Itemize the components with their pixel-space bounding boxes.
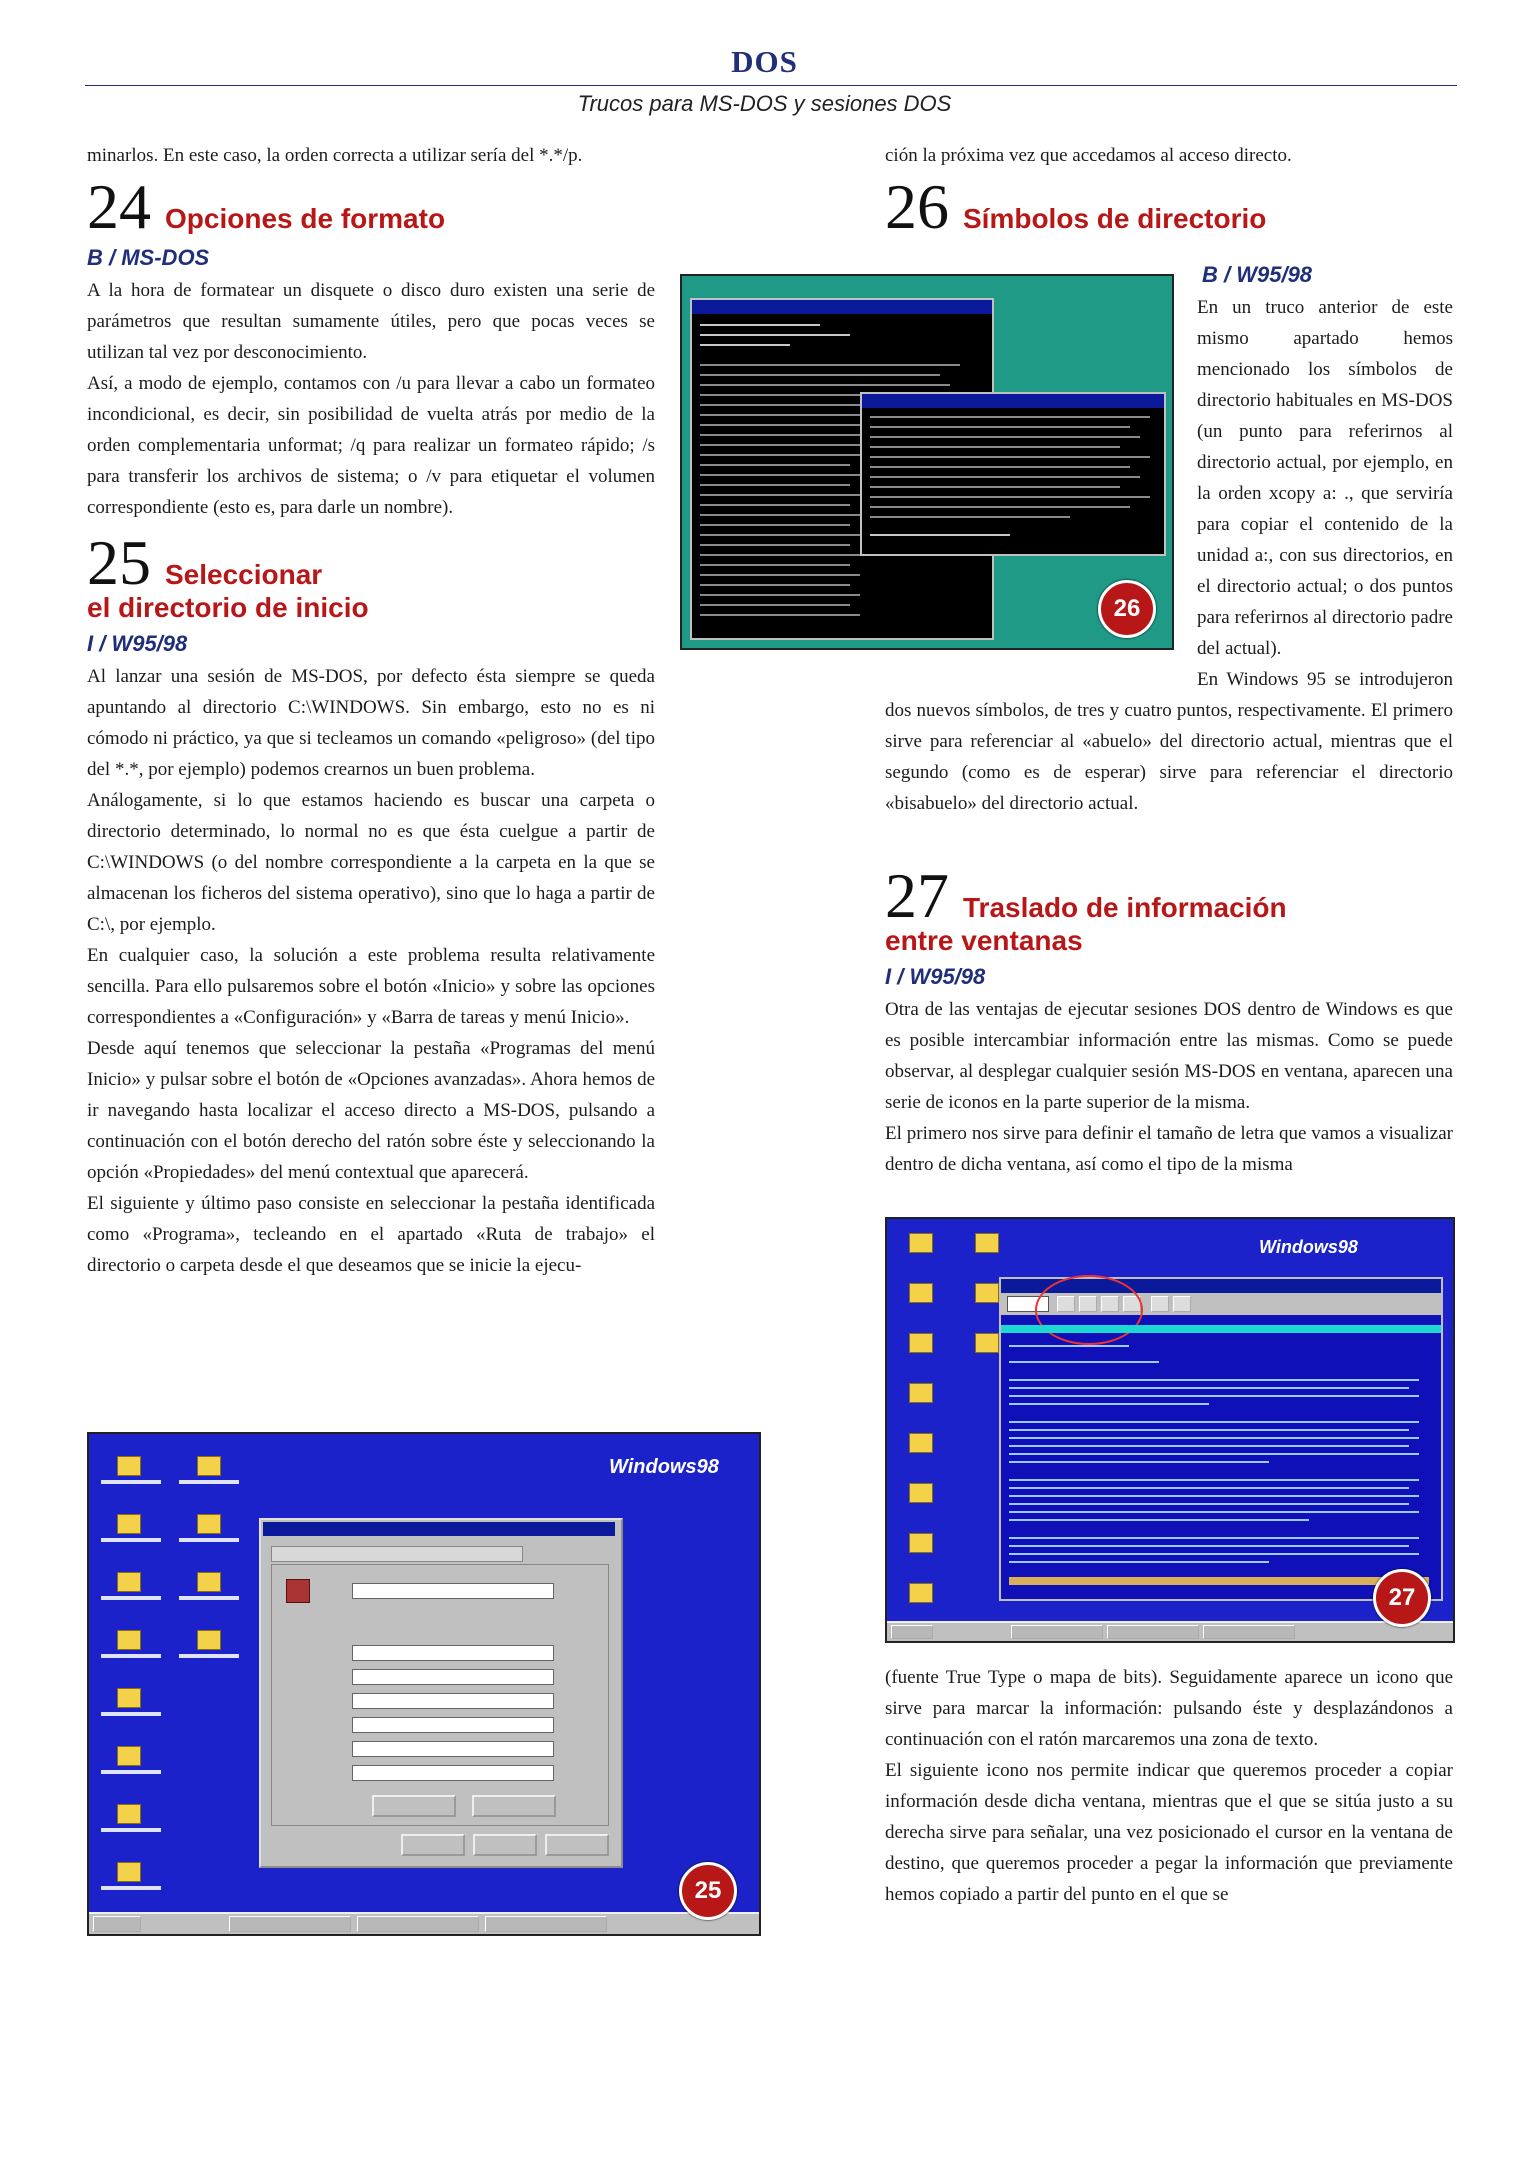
tip-26-number: 26 — [885, 171, 949, 242]
highlight-circle — [1035, 1275, 1143, 1345]
figure-25-badge: 25 — [679, 1862, 737, 1920]
tip-25-title-line2: el directorio de inicio — [87, 592, 369, 623]
tip-25-paragraph-2: Análogamente, si lo que estamos haciendo es buscar una carpeta o directorio determinado, lo normal no es que ésta cuelgue a partir de C:\WINDOWS (o del nombre correspondiente a la carpeta en la que se almacenan los ficheros del sistema operativo), sino que lo haga a partir de C:\, por ejemplo. — [87, 790, 655, 935]
section-subtitle: Trucos para MS-DOS y sesiones DOS — [577, 91, 952, 116]
tip-27-title-line1: Traslado de información — [963, 892, 1287, 923]
tip-24-heading — [87, 171, 655, 242]
tip-27-number: 27 — [885, 860, 949, 931]
taskbar — [887, 1621, 1453, 1641]
windows98-logo: Windows98 — [609, 1456, 719, 1478]
left-intro-paragraph: minarlos. En este caso, la orden correcta a utilizar sería del *.*/p. — [87, 145, 583, 166]
tip-26-paragraph-1: En un truco anterior de este mismo apartado hemos mencionado los símbolos de directorio habituales en MS-DOS (un punto para referirnos al directorio actual, por ejemplo, en la orden xcopy a: ., que serviría para copiar el contenido de la unidad a:, con sus directorios, en el directorio actual; o dos puntos para referirnos al directorio padre del actual). — [1197, 297, 1453, 659]
tip-27-continued — [885, 1662, 1453, 1910]
tip-24-title: Opciones de formato — [165, 203, 446, 234]
tip-27-paragraph-4: El siguiente icono nos permite indicar que queremos proceder a copiar información desde dicha ventana, mientras que el que se sitúa justo a su derecha sirve para señalar, una vez posicionado el cursor en la ventana de destino, que queremos proceder a pegar la información que previamente hemos copiado a partir del punto en el que se — [885, 1760, 1453, 1905]
tip-26-wrap-text-container — [885, 292, 1453, 819]
tip-27-heading — [885, 860, 1453, 931]
tip-24-number: 24 — [87, 171, 151, 242]
tip-25-paragraph-5: El siguiente y último paso consiste en seleccionar la pestaña identificada como «Programa», tecleando en el apartado «Ruta de trabajo» el directorio o carpeta desde el que deseamos que se inicie la ejecu- — [87, 1193, 655, 1276]
tip-25-paragraph-1: Al lanzar una sesión de MS-DOS, por defecto ésta siempre se queda apuntando al directorio C:\WINDOWS. Sin embargo, esto no es ni cómodo ni práctico, ya que si tecleamos un comando «peligroso» (del tipo del *.*, por ejemplo) podemos crearnos un buen problema. — [87, 666, 655, 780]
left-column — [87, 140, 655, 1281]
tip-27-level: I / W95/98 — [885, 964, 986, 989]
tip-27-section — [885, 860, 1453, 1180]
tip-26-title: Símbolos de directorio — [963, 203, 1267, 234]
figure-27-badge: 27 — [1373, 1569, 1431, 1627]
tip-25-level: I / W95/98 — [87, 631, 188, 656]
figure-27-screenshot — [885, 1217, 1455, 1643]
figure-25-screenshot — [87, 1432, 761, 1936]
properties-dialog — [259, 1518, 623, 1868]
tip-27-title-line2: entre ventanas — [885, 925, 1083, 956]
tip-27-paragraph-1: Otra de las ventajas de ejecutar sesiones DOS dentro de Windows es que es posible intercambiar información entre las mismas. Como se puede observar, al desplegar cualquier sesión MS-DOS en ventana, aparecen una serie de iconos en la parte superior de la misma. — [885, 999, 1453, 1113]
tip-25-heading — [87, 527, 655, 598]
tip-26-level: B / W95/98 — [1202, 262, 1313, 287]
tip-27-paragraph-3: (fuente True Type o mapa de bits). Seguidamente aparece un icono que sirve para marcar la información: pulsando éste y desplazándonos a continuación con el ratón marcaremos una zona de texto. — [885, 1667, 1453, 1750]
tip-25-paragraph-3: En cualquier caso, la solución a este problema resulta relativamente sencilla. Para ello pulsaremos sobre el botón «Inicio» y sobre las opciones correspondientes a «Configuración» y «Barra de tareas y menú Inicio». — [87, 945, 655, 1028]
right-intro-paragraph: ción la próxima vez que accedamos al acceso directo. — [885, 145, 1292, 166]
tip-26-paragraph-2: En Windows 95 se introdujeron dos nuevos símbolos, de tres y cuatro puntos, respectivamente. El primero sirve para referenciar al «abuelo» del directorio actual, mientras que el segundo (como es de esperar) sirve para referenciar el directorio «bisabuelo» del directorio actual. — [885, 669, 1453, 814]
windows98-logo: Windows98 — [1259, 1237, 1358, 1257]
tip-25-number: 25 — [87, 527, 151, 598]
dos-window — [999, 1277, 1443, 1601]
tip-25-paragraph-4: Desde aquí tenemos que seleccionar la pestaña «Programas del menú Inicio» y pulsar sobre el botón de «Opciones avanzadas». Ahora hemos de ir navegando hasta localizar el acceso directo a MS-DOS, pulsando a continuación con el botón derecho del ratón sobre éste y seleccionando la opción «Propiedades» del menú contextual que aparecerá. — [87, 1038, 655, 1183]
tip-26-heading — [885, 171, 1453, 242]
header-rule — [85, 85, 1457, 86]
figure-26-badge: 26 — [1098, 580, 1156, 638]
tip-27-paragraph-2: El primero nos sirve para definir el tamaño de letra que vamos a visualizar dentro de dicha ventana, así como el tipo de la misma — [885, 1123, 1453, 1175]
right-column-top — [885, 140, 1453, 242]
tip-24-paragraph-1: A la hora de formatear un disquete o disco duro existen una serie de parámetros que resultan sumamente útiles, pero que pocas veces se utilizan tal vez por desconocimiento. — [87, 280, 655, 363]
tip-24-level: B / MS-DOS — [87, 245, 210, 270]
section-title: DOS — [731, 44, 798, 79]
tip-25-title-line1: Seleccionar — [165, 559, 323, 590]
tip-24-paragraph-2: Así, a modo de ejemplo, contamos con /u para llevar a cabo un formateo incondicional, es decir, sin posibilidad de vuelta atrás por medio de la orden complementaria unformat; /q para realizar un formateo rápido; /s para transferir los archivos de sistema; o /v para etiquetar el volumen correspondiente (esto es, para darle un nombre). — [87, 373, 655, 518]
taskbar — [89, 1912, 759, 1934]
